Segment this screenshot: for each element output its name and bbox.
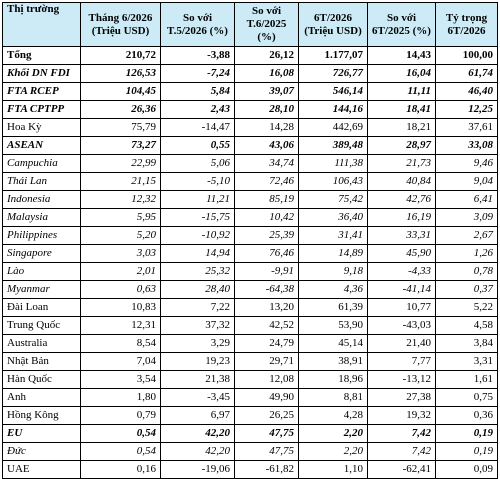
- cell-share: 0,37: [436, 281, 498, 299]
- cell-vs-six-month-last-year: 16,19: [368, 209, 436, 227]
- cell-vs-prev-month: 14,94: [161, 245, 235, 263]
- cell-vs-same-month-last-year: 47,75: [235, 425, 299, 443]
- cell-vs-prev-month: -3,88: [161, 47, 235, 65]
- cell-market-name: Hoa Kỳ: [3, 119, 81, 137]
- cell-month-value: 104,45: [81, 83, 161, 101]
- table-row: [3, 371, 498, 389]
- cell-six-month-value: 442,69: [299, 119, 368, 137]
- cell-vs-same-month-last-year: 12,08: [235, 371, 299, 389]
- cell-month-value: 21,15: [81, 173, 161, 191]
- cell-vs-six-month-last-year: 7,42: [368, 425, 436, 443]
- cell-share: 33,08: [436, 137, 498, 155]
- cell-vs-same-month-last-year: 47,75: [235, 443, 299, 461]
- cell-six-month-value: 2,20: [299, 425, 368, 443]
- header-row: [3, 3, 498, 47]
- cell-vs-prev-month: -10,92: [161, 227, 235, 245]
- cell-vs-six-month-last-year: 14,43: [368, 47, 436, 65]
- cell-six-month-value: 389,48: [299, 137, 368, 155]
- cell-market-name: FTA CPTPP: [3, 101, 81, 119]
- cell-share: 5,22: [436, 299, 498, 317]
- header-six-month-value: 6T/2026 (Triệu USD): [299, 3, 368, 47]
- cell-vs-six-month-last-year: 7,77: [368, 353, 436, 371]
- cell-share: 0,36: [436, 407, 498, 425]
- cell-market-name: Hàn Quốc: [3, 371, 81, 389]
- table-row: [3, 209, 498, 227]
- cell-month-value: 3,54: [81, 371, 161, 389]
- cell-vs-same-month-last-year: 29,71: [235, 353, 299, 371]
- cell-share: 2,67: [436, 227, 498, 245]
- cell-six-month-value: 546,14: [299, 83, 368, 101]
- cell-vs-six-month-last-year: 7,42: [368, 443, 436, 461]
- cell-month-value: 0,79: [81, 407, 161, 425]
- cell-vs-six-month-last-year: -62,41: [368, 461, 436, 479]
- cell-six-month-value: 31,41: [299, 227, 368, 245]
- cell-month-value: 0,16: [81, 461, 161, 479]
- header-vs-six-month-last-year: So với 6T/2025 (%): [368, 3, 436, 47]
- cell-vs-six-month-last-year: 16,04: [368, 65, 436, 83]
- cell-six-month-value: 61,39: [299, 299, 368, 317]
- cell-vs-same-month-last-year: 26,25: [235, 407, 299, 425]
- cell-vs-six-month-last-year: 45,90: [368, 245, 436, 263]
- cell-month-value: 73,27: [81, 137, 161, 155]
- cell-vs-prev-month: -15,75: [161, 209, 235, 227]
- table-row: [3, 137, 498, 155]
- table-row: [3, 443, 498, 461]
- table-row: [3, 389, 498, 407]
- cell-share: 3,09: [436, 209, 498, 227]
- cell-market-name: ASEAN: [3, 137, 81, 155]
- cell-market-name: Anh: [3, 389, 81, 407]
- cell-month-value: 5,20: [81, 227, 161, 245]
- table-row: [3, 263, 498, 281]
- cell-vs-prev-month: 28,40: [161, 281, 235, 299]
- cell-vs-prev-month: 42,20: [161, 443, 235, 461]
- cell-share: 100,00: [436, 47, 498, 65]
- cell-vs-six-month-last-year: 21,73: [368, 155, 436, 173]
- cell-market-name: Thái Lan: [3, 173, 81, 191]
- cell-vs-six-month-last-year: 18,41: [368, 101, 436, 119]
- cell-share: 3,84: [436, 335, 498, 353]
- cell-vs-six-month-last-year: -13,12: [368, 371, 436, 389]
- cell-month-value: 210,72: [81, 47, 161, 65]
- cell-month-value: 3,03: [81, 245, 161, 263]
- cell-month-value: 2,01: [81, 263, 161, 281]
- table-header: [3, 3, 498, 47]
- table-row: [3, 407, 498, 425]
- cell-vs-same-month-last-year: 16,08: [235, 65, 299, 83]
- cell-six-month-value: 1,10: [299, 461, 368, 479]
- cell-vs-same-month-last-year: 76,46: [235, 245, 299, 263]
- cell-vs-six-month-last-year: 27,38: [368, 389, 436, 407]
- cell-vs-same-month-last-year: 43,06: [235, 137, 299, 155]
- table-container: [2, 2, 497, 479]
- cell-vs-prev-month: 21,38: [161, 371, 235, 389]
- table-row: [3, 245, 498, 263]
- table-row: [3, 281, 498, 299]
- cell-month-value: 26,36: [81, 101, 161, 119]
- cell-six-month-value: 144,16: [299, 101, 368, 119]
- cell-vs-same-month-last-year: 25,39: [235, 227, 299, 245]
- cell-market-name: Lào: [3, 263, 81, 281]
- cell-vs-six-month-last-year: -41,14: [368, 281, 436, 299]
- cell-vs-same-month-last-year: 34,74: [235, 155, 299, 173]
- cell-market-name: FTA RCEP: [3, 83, 81, 101]
- cell-six-month-value: 53,90: [299, 317, 368, 335]
- cell-six-month-value: 36,40: [299, 209, 368, 227]
- table-row: [3, 65, 498, 83]
- cell-vs-same-month-last-year: 24,79: [235, 335, 299, 353]
- cell-share: 1,61: [436, 371, 498, 389]
- cell-market-name: Indonesia: [3, 191, 81, 209]
- cell-vs-same-month-last-year: -64,38: [235, 281, 299, 299]
- cell-vs-prev-month: -14,47: [161, 119, 235, 137]
- cell-share: 9,04: [436, 173, 498, 191]
- cell-vs-six-month-last-year: 19,32: [368, 407, 436, 425]
- cell-vs-same-month-last-year: 28,10: [235, 101, 299, 119]
- cell-six-month-value: 9,18: [299, 263, 368, 281]
- cell-vs-prev-month: -7,24: [161, 65, 235, 83]
- cell-vs-prev-month: 37,32: [161, 317, 235, 335]
- cell-vs-prev-month: 11,21: [161, 191, 235, 209]
- cell-month-value: 12,32: [81, 191, 161, 209]
- cell-vs-six-month-last-year: 28,97: [368, 137, 436, 155]
- cell-vs-same-month-last-year: 42,52: [235, 317, 299, 335]
- cell-vs-same-month-last-year: 39,07: [235, 83, 299, 101]
- cell-vs-six-month-last-year: 11,11: [368, 83, 436, 101]
- cell-share: 61,74: [436, 65, 498, 83]
- cell-market-name: Hồng Kông: [3, 407, 81, 425]
- cell-vs-prev-month: 5,06: [161, 155, 235, 173]
- cell-month-value: 5,95: [81, 209, 161, 227]
- cell-month-value: 126,53: [81, 65, 161, 83]
- cell-month-value: 7,04: [81, 353, 161, 371]
- cell-vs-prev-month: 7,22: [161, 299, 235, 317]
- cell-vs-prev-month: 0,55: [161, 137, 235, 155]
- cell-vs-prev-month: -3,45: [161, 389, 235, 407]
- cell-vs-prev-month: 2,43: [161, 101, 235, 119]
- cell-share: 46,40: [436, 83, 498, 101]
- table-row: [3, 83, 498, 101]
- cell-market-name: Philippines: [3, 227, 81, 245]
- cell-vs-six-month-last-year: 42,76: [368, 191, 436, 209]
- cell-share: 3,31: [436, 353, 498, 371]
- table-row: [3, 101, 498, 119]
- cell-six-month-value: 14,89: [299, 245, 368, 263]
- cell-share: 0,19: [436, 425, 498, 443]
- cell-share: 37,61: [436, 119, 498, 137]
- cell-vs-six-month-last-year: 40,84: [368, 173, 436, 191]
- cell-vs-six-month-last-year: 10,77: [368, 299, 436, 317]
- cell-six-month-value: 1.177,07: [299, 47, 368, 65]
- cell-vs-same-month-last-year: 49,90: [235, 389, 299, 407]
- cell-six-month-value: 111,38: [299, 155, 368, 173]
- cell-market-name: EU: [3, 425, 81, 443]
- table-row: [3, 191, 498, 209]
- cell-month-value: 10,83: [81, 299, 161, 317]
- cell-market-name: Tổng: [3, 47, 81, 65]
- cell-month-value: 75,79: [81, 119, 161, 137]
- cell-six-month-value: 4,36: [299, 281, 368, 299]
- cell-vs-same-month-last-year: -9,91: [235, 263, 299, 281]
- cell-vs-six-month-last-year: 33,31: [368, 227, 436, 245]
- cell-vs-same-month-last-year: 14,28: [235, 119, 299, 137]
- table-body: [3, 47, 498, 479]
- cell-six-month-value: 18,96: [299, 371, 368, 389]
- cell-vs-same-month-last-year: 13,20: [235, 299, 299, 317]
- cell-market-name: Trung Quốc: [3, 317, 81, 335]
- cell-share: 1,26: [436, 245, 498, 263]
- table-row: [3, 299, 498, 317]
- cell-market-name: Campuchia: [3, 155, 81, 173]
- cell-share: 9,46: [436, 155, 498, 173]
- cell-share: 12,25: [436, 101, 498, 119]
- table-row: [3, 353, 498, 371]
- cell-vs-same-month-last-year: 10,42: [235, 209, 299, 227]
- cell-market-name: Nhật Bản: [3, 353, 81, 371]
- cell-share: 0,75: [436, 389, 498, 407]
- table-row: [3, 155, 498, 173]
- cell-share: 6,41: [436, 191, 498, 209]
- cell-vs-same-month-last-year: -61,82: [235, 461, 299, 479]
- cell-six-month-value: 106,43: [299, 173, 368, 191]
- cell-market-name: Đài Loan: [3, 299, 81, 317]
- cell-vs-prev-month: 25,32: [161, 263, 235, 281]
- table-row: [3, 317, 498, 335]
- header-vs-prev-month: So với T.5/2026 (%): [161, 3, 235, 47]
- table-row: [3, 425, 498, 443]
- cell-market-name: Myanmar: [3, 281, 81, 299]
- cell-month-value: 12,31: [81, 317, 161, 335]
- cell-month-value: 0,54: [81, 443, 161, 461]
- cell-vs-prev-month: 6,97: [161, 407, 235, 425]
- cell-six-month-value: 4,28: [299, 407, 368, 425]
- table-row: [3, 173, 498, 191]
- cell-vs-prev-month: 42,20: [161, 425, 235, 443]
- cell-month-value: 0,63: [81, 281, 161, 299]
- cell-vs-prev-month: -5,10: [161, 173, 235, 191]
- header-vs-same-month-last-year: So với T.6/2025 (%): [235, 3, 299, 47]
- cell-market-name: Khối DN FDI: [3, 65, 81, 83]
- cell-month-value: 1,80: [81, 389, 161, 407]
- table-row: [3, 119, 498, 137]
- header-market: Thị trường: [3, 3, 81, 47]
- cell-vs-six-month-last-year: -4,33: [368, 263, 436, 281]
- cell-vs-same-month-last-year: 26,12: [235, 47, 299, 65]
- header-month-value: Tháng 6/2026 (Triệu USD): [81, 3, 161, 47]
- cell-six-month-value: 726,77: [299, 65, 368, 83]
- cell-market-name: UAE: [3, 461, 81, 479]
- cell-market-name: Malaysia: [3, 209, 81, 227]
- cell-market-name: Singapore: [3, 245, 81, 263]
- cell-vs-prev-month: -19,06: [161, 461, 235, 479]
- cell-six-month-value: 8,81: [299, 389, 368, 407]
- cell-vs-prev-month: 3,29: [161, 335, 235, 353]
- header-share: Tỷ trọng 6T/2026: [436, 3, 498, 47]
- cell-market-name: Australia: [3, 335, 81, 353]
- cell-six-month-value: 75,42: [299, 191, 368, 209]
- market-export-table: [2, 2, 498, 479]
- cell-vs-six-month-last-year: 21,40: [368, 335, 436, 353]
- cell-six-month-value: 45,14: [299, 335, 368, 353]
- table-row: [3, 461, 498, 479]
- cell-share: 4,58: [436, 317, 498, 335]
- table-row: [3, 47, 498, 65]
- cell-share: 0,09: [436, 461, 498, 479]
- cell-vs-same-month-last-year: 85,19: [235, 191, 299, 209]
- cell-vs-prev-month: 19,23: [161, 353, 235, 371]
- cell-month-value: 22,99: [81, 155, 161, 173]
- cell-six-month-value: 2,20: [299, 443, 368, 461]
- cell-vs-six-month-last-year: -43,03: [368, 317, 436, 335]
- table-row: [3, 227, 498, 245]
- cell-market-name: Đức: [3, 443, 81, 461]
- cell-vs-six-month-last-year: 18,21: [368, 119, 436, 137]
- cell-six-month-value: 38,91: [299, 353, 368, 371]
- table-row: [3, 335, 498, 353]
- cell-share: 0,78: [436, 263, 498, 281]
- cell-month-value: 8,54: [81, 335, 161, 353]
- cell-vs-prev-month: 5,84: [161, 83, 235, 101]
- cell-share: 0,19: [436, 443, 498, 461]
- cell-vs-same-month-last-year: 72,46: [235, 173, 299, 191]
- cell-month-value: 0,54: [81, 425, 161, 443]
